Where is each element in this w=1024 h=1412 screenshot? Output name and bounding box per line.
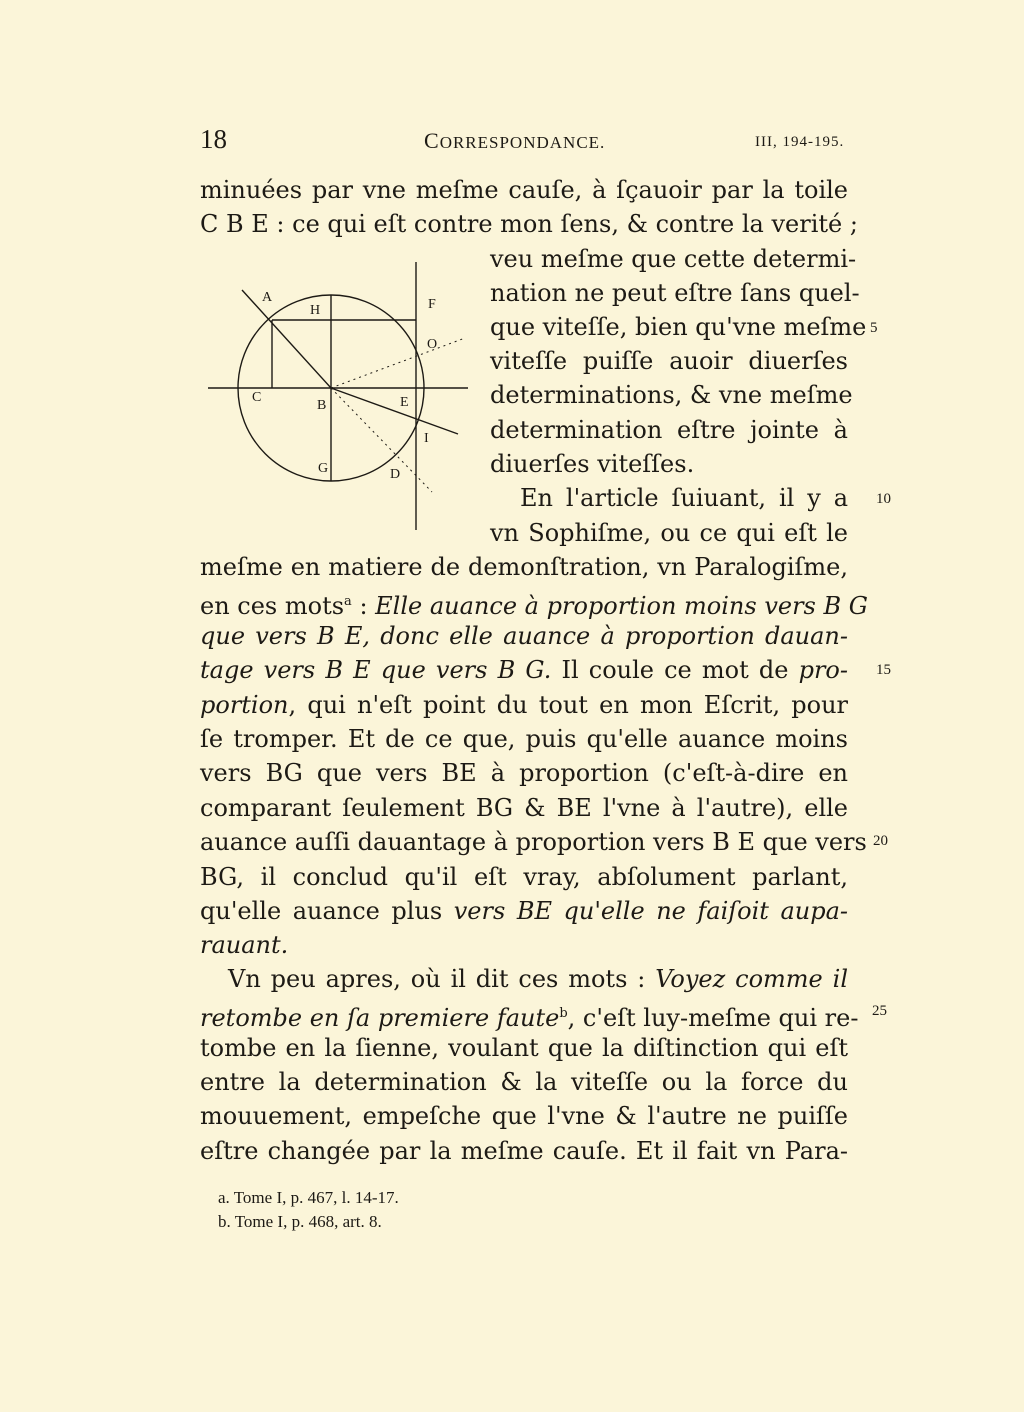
text-line bbox=[200, 997, 859, 1032]
italic-fragment: portion bbox=[200, 691, 289, 719]
text-line: mouuement, empeſche que l'vne & l'autre ne puiſſe bbox=[200, 1102, 848, 1130]
text-fragment: Il coule ce mot de bbox=[551, 656, 799, 684]
text-line: determination eſtre jointe à bbox=[490, 416, 848, 444]
text-line: comparant ſeulement BG & BE l'vne à l'autre), elle bbox=[200, 794, 848, 822]
running-head-initial: C bbox=[424, 128, 440, 153]
text-line: entre la determination & la viteſſe ou la force du bbox=[200, 1068, 848, 1096]
line-number: 5 bbox=[870, 320, 878, 336]
text-line: que vers B E, donc elle auance à proportion dauan- bbox=[200, 622, 848, 650]
text-line: ſe tromper. Et de ce que, puis qu'elle auance moins bbox=[200, 725, 848, 753]
text-line: tombe en la ſienne, voulant que la diſtinction qui eſt bbox=[200, 1034, 848, 1062]
label-I: I bbox=[424, 431, 429, 446]
text-line: auance auſſi dauantage à proportion vers B E que vers bbox=[200, 828, 867, 856]
footnote-b: b. Tome I, p. 468, art. 8. bbox=[218, 1212, 382, 1231]
geometry-figure bbox=[200, 250, 480, 540]
text-fragment: , c'eſt luy-meſme qui re- bbox=[567, 1004, 859, 1032]
running-head-rest: ORRESPONDANCE. bbox=[439, 133, 606, 152]
italic-fragment: Elle auance à proportion moins vers B G bbox=[375, 592, 868, 620]
text-line: diuerſes viteſſes. bbox=[490, 450, 695, 478]
text-line bbox=[200, 585, 868, 620]
label-E: E bbox=[400, 395, 409, 410]
text-line: vn Sophiſme, ou ce qui eſt le bbox=[490, 519, 848, 547]
label-O: O bbox=[427, 337, 438, 352]
label-C: C bbox=[252, 390, 262, 405]
text-fragment: Vn peu apres, où il dit ces mots : bbox=[228, 965, 646, 993]
italic-fragment: pro- bbox=[798, 656, 848, 684]
figure-dotted-bo bbox=[331, 338, 465, 388]
line-number: 25 bbox=[872, 1003, 887, 1019]
text-fragment: : bbox=[351, 592, 376, 620]
figure-line-bi bbox=[331, 388, 458, 434]
text-fragment: , qui n'eſt point du tout en mon Eſcrit, pour bbox=[288, 691, 848, 719]
text-line bbox=[200, 894, 848, 928]
text-line: que viteſſe, bien qu'vne meſme bbox=[490, 313, 867, 341]
label-H: H bbox=[310, 303, 321, 318]
page-number: 18 bbox=[200, 124, 227, 154]
text-fragment: en ces mots bbox=[200, 592, 345, 620]
text-fragment: qu'elle auance plus bbox=[200, 897, 443, 925]
line-number: 10 bbox=[876, 491, 891, 507]
italic-fragment: Voyez comme il bbox=[655, 965, 848, 993]
footnote-a: a. Tome I, p. 467, l. 14-17. bbox=[218, 1188, 399, 1207]
text-line: minuées par vne meſme cauſe, à ſçauoir par la toile bbox=[200, 176, 848, 204]
footnote-marker-a: a bbox=[344, 594, 352, 609]
label-B: B bbox=[317, 398, 327, 413]
text-line: C B E : ce qui eſt contre mon ſens, & contre la verité ; bbox=[200, 210, 858, 238]
italic-fragment: tage vers B E que vers B G. bbox=[200, 656, 552, 684]
label-G: G bbox=[318, 461, 329, 476]
line-number: 15 bbox=[876, 662, 891, 678]
running-head bbox=[424, 128, 605, 154]
text-line bbox=[200, 688, 848, 722]
label-D: D bbox=[390, 467, 401, 482]
text-line: rauant. bbox=[200, 931, 289, 959]
label-A: A bbox=[262, 290, 273, 305]
figure-dotted-bd bbox=[331, 388, 432, 492]
text-line bbox=[200, 653, 848, 687]
text-line: determinations, & vne meſme bbox=[490, 381, 853, 409]
page-reference: III, 194-195. bbox=[755, 134, 845, 150]
label-F: F bbox=[428, 297, 436, 312]
text-line bbox=[200, 962, 848, 996]
italic-fragment: vers BE qu'elle ne faiſoit aupa- bbox=[453, 897, 848, 925]
text-line: eſtre changée par la meſme cauſe. Et il fait vn Para- bbox=[200, 1137, 848, 1165]
footnote-marker-b: b bbox=[559, 1006, 568, 1021]
text-line: veu meſme que cette determi- bbox=[490, 245, 857, 273]
text-line: vers BG que vers BE à proportion (c'eſt-à-dire en bbox=[200, 759, 848, 787]
text-line: viteſſe puiſſe auoir diuerſes bbox=[490, 347, 848, 375]
line-number: 20 bbox=[873, 833, 888, 849]
italic-fragment: retombe en ſa premiere faute bbox=[200, 1004, 560, 1032]
text-line: En l'article ſuiuant, il y a bbox=[520, 484, 848, 512]
text-line: nation ne peut eſtre ſans quel- bbox=[490, 279, 860, 307]
text-line: BG, il conclud qu'il eſt vray, abſolument parlant, bbox=[200, 863, 848, 891]
text-line: meſme en matiere de demonſtration, vn Paralogiſme, bbox=[200, 553, 848, 581]
